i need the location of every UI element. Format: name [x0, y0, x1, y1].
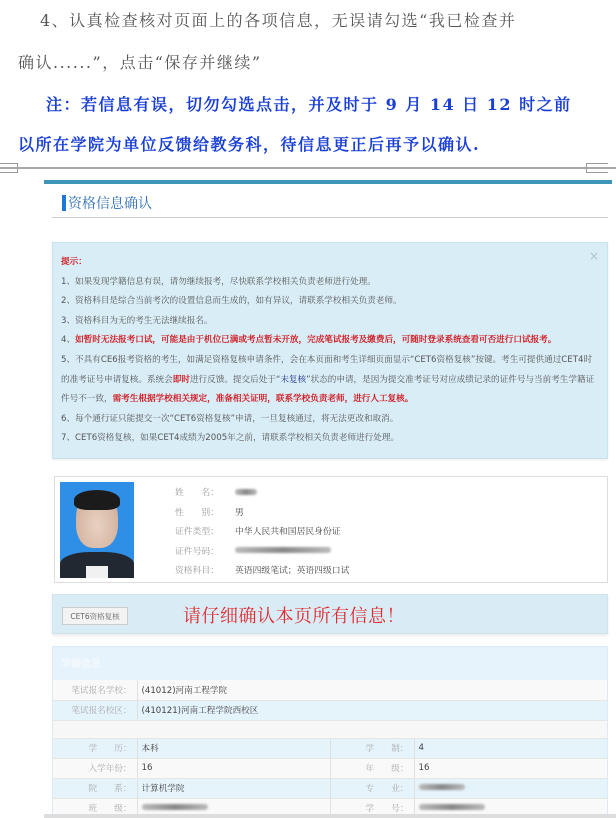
page-margin-mark-right — [586, 163, 608, 173]
duration-label: 学 制： — [330, 738, 414, 758]
table-spacer-row — [53, 720, 607, 738]
exam-school-label: 笔试报名学校： — [53, 680, 137, 700]
name-value-redacted — [235, 489, 257, 495]
tip-item-5-text-c: ”状态的申请，是因为提交准考证号对应成绩记录的证件号与当前考生学籍证件号不一致， — [61, 374, 595, 405]
tip-item-5-highlight-b: 需考生根据学校相关规定，准备相关证明，联系学校负责老师，进行人工复核。 — [112, 394, 414, 405]
gender-value: 男 — [235, 507, 244, 518]
table-row — [53, 758, 607, 778]
grade-label: 年 级： — [330, 758, 414, 778]
enroll-year-label: 入学年份： — [53, 758, 137, 778]
major-label: 专 业： — [330, 778, 414, 798]
step4-text-line1: 4、认真检查核对页面上的各项信息，无误请勾选“我已检查并 — [40, 11, 517, 30]
id-type-label: 证件类型： — [175, 527, 219, 538]
candidate-photo — [60, 482, 134, 578]
tip-item-5-status: 未复核 — [280, 374, 307, 385]
id-type-value: 中华人民共和国居民身份证 — [235, 527, 341, 538]
enroll-year-value: 16 — [137, 758, 330, 778]
tips-heading: 提示： — [61, 257, 87, 267]
page-title — [62, 193, 152, 213]
header-accent-bar — [44, 180, 612, 184]
subjects-value: 英语四级笔试；英语四级口试 — [235, 566, 350, 577]
table-row — [53, 700, 607, 720]
confirm-notice-bar — [52, 594, 608, 634]
education-value: 本科 — [137, 738, 330, 758]
id-number-label: 证件号码： — [175, 546, 219, 557]
tip-item-5-text-a: 5、不具有CE6报考资格的考生，如满足资格复核申请条件，会在本页面和考生详细页面显示“CET6资格复核”按键。考生可提供通过CET4时的准考证号申请复核。系统会 — [61, 354, 593, 385]
table-row — [53, 778, 607, 798]
id-number-value-redacted — [235, 547, 331, 553]
candidate-profile-card — [54, 476, 608, 583]
title-divider — [52, 217, 608, 218]
exam-school-value: (41012)河南工程学院 — [137, 680, 607, 700]
tip-item-5-highlight-a: 即时 — [172, 374, 190, 385]
student-no-label: 学 号： — [330, 798, 414, 818]
spacer-cell — [53, 720, 607, 738]
tip-item-4-prefix: 4、 — [61, 335, 76, 346]
embedded-screenshot — [44, 180, 616, 818]
exam-campus-value: (410121)河南工程学院西校区 — [137, 700, 607, 720]
tip-item-4-highlight: 如暂时无法报考口试，可能是由于机位已满或考点暂未开放，完成笔试报考及缴费后，可随时登录系统查看可否进行口试报考。 — [75, 335, 557, 346]
tip-item-2: 2、资格科目是综合当前考次的设置信息而生成的，如有异议，请联系学校相关负责老师。 — [61, 296, 402, 307]
student-info-panel — [52, 646, 608, 818]
name-label: 姓 名： — [175, 488, 219, 499]
step4-text-line2: 确认......”，点击“保存并继续” — [18, 53, 262, 72]
confirm-warning: 请仔细确认本页所有信息！ — [183, 606, 405, 627]
note-text-line2: 以所在学院为单位反馈给教务科，待信息更正后再予以确认. — [18, 135, 481, 154]
tip-item-4 — [61, 331, 599, 351]
gender-label: 性 别： — [175, 507, 219, 518]
student-info-heading: 学籍信息 — [61, 659, 101, 670]
student-info-table — [53, 680, 607, 818]
profile-row-id-type — [175, 521, 349, 541]
title-marker-icon — [62, 195, 66, 211]
bottom-edge — [44, 814, 616, 818]
photo-shirt — [86, 566, 108, 578]
exam-campus-label: 笔试报名校区： — [53, 700, 137, 720]
page-break-rule — [0, 167, 616, 169]
subjects-label: 资格科目： — [175, 566, 219, 577]
photo-hair — [74, 490, 120, 510]
cet6-review-button[interactable]: CET6资格复核 — [62, 607, 128, 625]
major-value-redacted — [414, 778, 607, 798]
table-row — [53, 680, 607, 700]
tip-item-1: 1、如果发现学籍信息有误，请勿继续报考，尽快联系学校相关负责老师进行处理。 — [61, 276, 376, 287]
tip-item-3: 3、资格科目为无的考生无法继续报名。 — [61, 315, 213, 326]
profile-row-id-number — [175, 541, 349, 561]
class-label: 班 级： — [53, 798, 137, 818]
grade-value: 16 — [414, 758, 607, 778]
education-label: 学 历： — [53, 738, 137, 758]
profile-row-name — [175, 482, 349, 502]
table-row — [53, 738, 607, 758]
profile-row-subjects — [175, 560, 349, 580]
note-text-line1: 注：若信息有误，切勿勾选点击，并及时于 9 月 14 日 12 时之前 — [46, 95, 572, 114]
tip-item-6: 6、每个通行证只能提交一次“CET6资格复核”申请，一旦复核通过，将无法更改和取消。 — [61, 413, 399, 424]
tip-item-5-text-b: 进行反馈。提交后处于“ — [189, 374, 281, 385]
department-value: 计算机学院 — [137, 778, 330, 798]
duration-value: 4 — [414, 738, 607, 758]
tips-alert — [52, 242, 608, 459]
close-icon[interactable]: × — [588, 249, 599, 263]
department-label: 院 系： — [53, 778, 137, 798]
tip-item-7: 7、CET6资格复核，如果CET4成绩为2005年之前，请联系学校相关负责老师进行处理。 — [61, 433, 400, 444]
profile-fields — [175, 482, 349, 580]
page-title-text: 资格信息确认 — [68, 196, 152, 212]
tip-item-5 — [61, 351, 599, 410]
profile-row-gender — [175, 502, 349, 522]
